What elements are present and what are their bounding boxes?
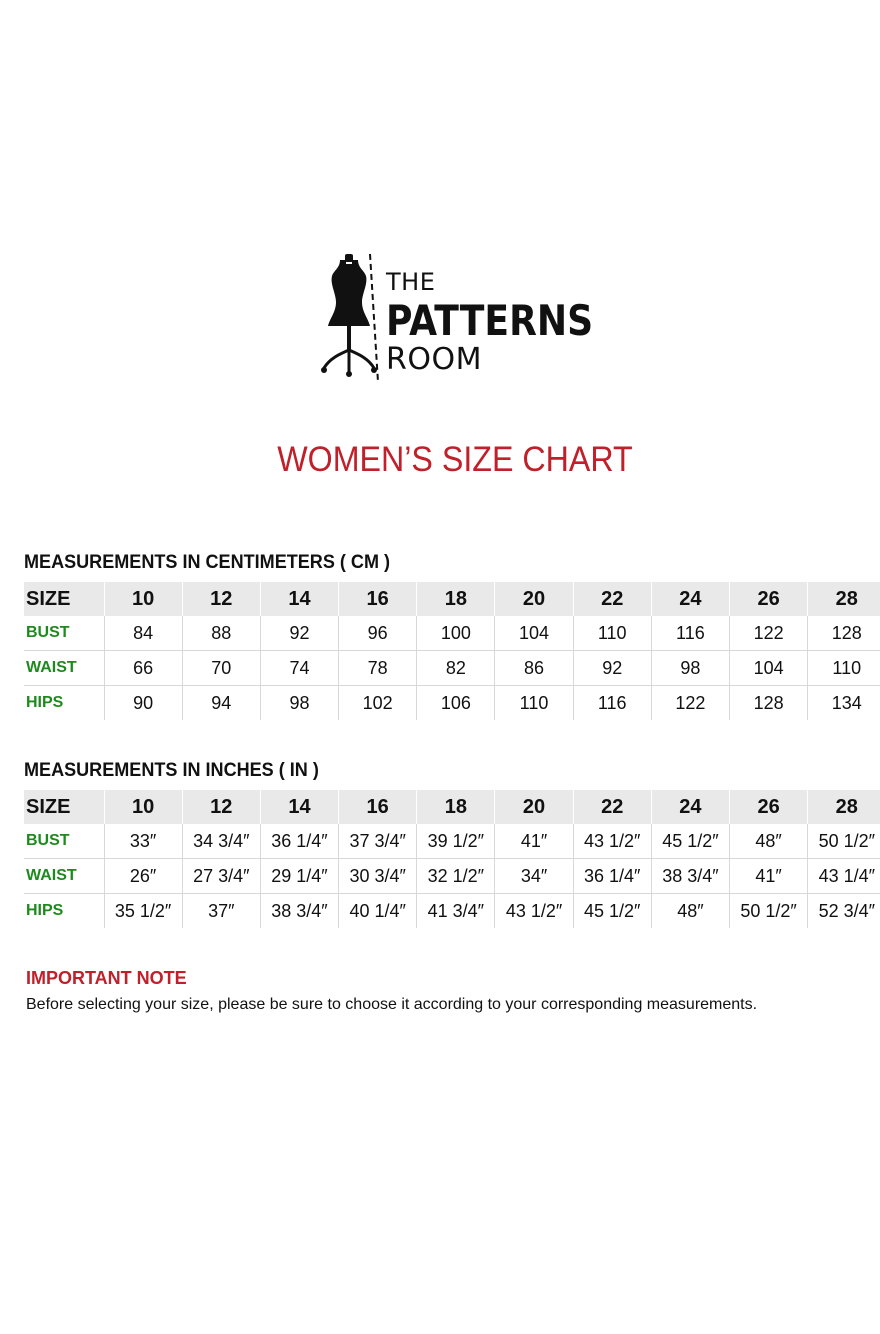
cell: 41 3/4″ [417, 894, 495, 929]
cell: 48″ [730, 824, 808, 859]
row-label: BUST [24, 616, 104, 651]
cm-size-26: 26 [730, 582, 808, 616]
cm-row-waist [24, 651, 880, 686]
cell: 30 3/4″ [339, 859, 417, 894]
cm-size-header: SIZE [24, 582, 104, 616]
cell: 27 3/4″ [182, 859, 260, 894]
cell: 104 [495, 616, 573, 651]
cell: 94 [182, 686, 260, 721]
brand-logo [318, 250, 594, 390]
in-size-18: 18 [417, 790, 495, 824]
cell: 52 3/4″ [808, 894, 880, 929]
important-note-body: Before selecting your size, please be sure to choose it according to your corresponding measurements. [26, 996, 758, 1013]
in-size-20: 20 [495, 790, 573, 824]
in-size-header: SIZE [24, 790, 104, 824]
cell: 37″ [182, 894, 260, 929]
cell: 70 [182, 651, 260, 686]
cell: 26″ [104, 859, 182, 894]
row-label: WAIST [24, 651, 104, 686]
cell: 38 3/4″ [260, 894, 338, 929]
cell: 134 [808, 686, 880, 721]
cm-size-16: 16 [339, 582, 417, 616]
in-row-hips [24, 894, 880, 929]
cell: 90 [104, 686, 182, 721]
cm-size-20: 20 [495, 582, 573, 616]
cell: 50 1/2″ [808, 824, 880, 859]
in-size-24: 24 [651, 790, 729, 824]
cm-size-22: 22 [573, 582, 651, 616]
cell: 110 [495, 686, 573, 721]
cm-row-hips [24, 686, 880, 721]
cell: 82 [417, 651, 495, 686]
cell: 128 [730, 686, 808, 721]
cell: 122 [730, 616, 808, 651]
brand-line-1: THE [386, 268, 436, 296]
cm-size-24: 24 [651, 582, 729, 616]
cell: 104 [730, 651, 808, 686]
dress-form-icon [318, 250, 388, 385]
cell: 41″ [495, 824, 573, 859]
cm-header-row [24, 582, 880, 616]
cell: 122 [651, 686, 729, 721]
cell: 32 1/2″ [417, 859, 495, 894]
cell: 34 3/4″ [182, 824, 260, 859]
cm-size-table [24, 582, 880, 720]
important-note-title: IMPORTANT NOTE [26, 968, 187, 988]
cm-size-12: 12 [182, 582, 260, 616]
in-row-bust [24, 824, 880, 859]
in-size-12: 12 [182, 790, 260, 824]
in-size-28: 28 [808, 790, 880, 824]
row-label: WAIST [24, 859, 104, 894]
cell: 116 [651, 616, 729, 651]
cell: 50 1/2″ [730, 894, 808, 929]
cm-size-14: 14 [260, 582, 338, 616]
cell: 106 [417, 686, 495, 721]
row-label: HIPS [24, 894, 104, 929]
cell: 37 3/4″ [339, 824, 417, 859]
in-size-16: 16 [339, 790, 417, 824]
in-size-22: 22 [573, 790, 651, 824]
cell: 38 3/4″ [651, 859, 729, 894]
cell: 110 [808, 651, 880, 686]
cell: 100 [417, 616, 495, 651]
cell: 102 [339, 686, 417, 721]
cell: 43 1/2″ [573, 824, 651, 859]
row-label: BUST [24, 824, 104, 859]
cm-size-28: 28 [808, 582, 880, 616]
cell: 98 [651, 651, 729, 686]
cell: 86 [495, 651, 573, 686]
cell: 40 1/4″ [339, 894, 417, 929]
in-header-row [24, 790, 880, 824]
cell: 74 [260, 651, 338, 686]
cell: 88 [182, 616, 260, 651]
cell: 41″ [730, 859, 808, 894]
cell: 128 [808, 616, 880, 651]
cell: 43 1/4″ [808, 859, 880, 894]
cell: 39 1/2″ [417, 824, 495, 859]
cell: 36 1/4″ [573, 859, 651, 894]
in-size-26: 26 [730, 790, 808, 824]
in-size-14: 14 [260, 790, 338, 824]
cell: 43 1/2″ [495, 894, 573, 929]
cell: 36 1/4″ [260, 824, 338, 859]
cell: 92 [260, 616, 338, 651]
cell: 84 [104, 616, 182, 651]
cell: 66 [104, 651, 182, 686]
cell: 116 [573, 686, 651, 721]
page-title: WOMEN’S SIZE CHART [277, 440, 633, 479]
in-size-table [24, 790, 880, 928]
brand-line-3: ROOM [386, 342, 482, 377]
row-label: HIPS [24, 686, 104, 721]
cm-size-10: 10 [104, 582, 182, 616]
in-size-10: 10 [104, 790, 182, 824]
cell: 35 1/2″ [104, 894, 182, 929]
cell: 78 [339, 651, 417, 686]
cell: 45 1/2″ [573, 894, 651, 929]
cell: 98 [260, 686, 338, 721]
cell: 48″ [651, 894, 729, 929]
cell: 110 [573, 616, 651, 651]
brand-line-2: PATTERNS [386, 296, 594, 345]
cell: 33″ [104, 824, 182, 859]
cm-size-18: 18 [417, 582, 495, 616]
cm-row-bust [24, 616, 880, 651]
cell: 96 [339, 616, 417, 651]
cell: 92 [573, 651, 651, 686]
cm-section-heading: MEASUREMENTS IN CENTIMETERS ( CM ) [24, 552, 391, 573]
in-section-heading: MEASUREMENTS IN INCHES ( IN ) [24, 760, 319, 781]
cell: 29 1/4″ [260, 859, 338, 894]
cell: 45 1/2″ [651, 824, 729, 859]
cell: 34″ [495, 859, 573, 894]
in-row-waist [24, 859, 880, 894]
